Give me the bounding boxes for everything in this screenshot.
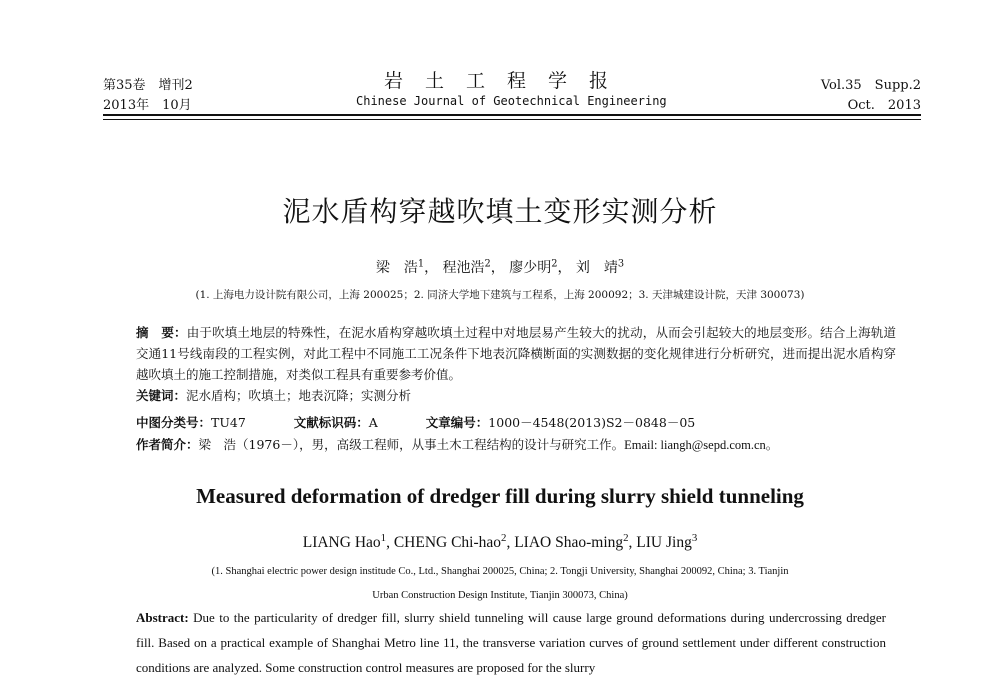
header-rule-thin [103, 119, 921, 120]
abstract-en-block [136, 605, 886, 680]
author-name-cn: 程池浩 [442, 260, 485, 276]
author-name-en: LIANG Hao [302, 534, 381, 552]
clc-value: TU47 [211, 415, 246, 430]
author-affil-ref: 2 [501, 532, 507, 544]
affiliation-en-line: (1. Shanghai electric power design institude Co., Ltd., Shanghai 200025, China; 2. Tongji University, Shanghai 200092, China; 3. Tianjin [211, 566, 789, 577]
date-en: Oct. 2013 [847, 98, 921, 113]
volume-en: Vol.35 Supp.2 [820, 78, 921, 93]
journal-name-cn: 岩土工程学报 [384, 70, 631, 92]
article-title-cn: 泥水盾构穿越吹填土变形实测分析 [282, 195, 718, 228]
author-name-cn: 刘 靖 [575, 260, 618, 276]
author-bio-label: 作者简介： [136, 437, 199, 452]
author-bio-line [136, 435, 778, 453]
abstract-cn-label: 摘 要： [136, 325, 187, 340]
date-cn: 2013年 10月 [103, 98, 192, 113]
affiliations-cn: (1. 上海电力设计院有限公司，上海 200025；2. 同济大学地下建筑与工程系，上海 200092；3. 天津城建设计院，天津 300073) [195, 289, 805, 301]
affiliations-en [100, 560, 900, 608]
doc-code-label: 文献标识码： [293, 415, 369, 430]
author-name-cn: 梁 浩 [375, 260, 418, 276]
abstract-en-text: Due to the particularity of dredger fill, slurry shield tunneling will cause large ground deformations during undercrossing dredger fill. Based on a practical example of Shanghai Metro line 11, the transverse variation curves of ground settlement under different construction conditions are analyzed. Some construction control measures are proposed for the slurry [136, 610, 887, 675]
author-list-cn: 梁 浩$^1$， 程池浩$^2$， 廖少明$^2$， 刘 靖$^3$ [375, 258, 625, 276]
author-name-en: LIU Jing [636, 534, 692, 552]
author-affil-ref: 1 [417, 258, 425, 270]
classification-line [136, 413, 695, 431]
author-affil-ref: 2 [623, 532, 629, 544]
article-title-en: Measured deformation of dredger fill during slurry shield tunneling [196, 484, 804, 508]
keywords-cn: 泥水盾构；吹填土；地表沉降；实测分析 [186, 388, 412, 403]
author-affil-ref: 3 [691, 532, 698, 544]
author-list-en: LIANG Hao$^1$, CHENG Chi-hao$^2$, LIAO Shao-ming$^2$, LIU Jing$^3$ [302, 532, 698, 552]
affiliation-en-line: Urban Construction Design Institute, Tianjin 300073, China) [372, 590, 628, 601]
author-affil-ref: 3 [617, 258, 625, 270]
journal-header [103, 66, 921, 120]
author-affil-ref: 2 [484, 258, 491, 270]
author-name-en: CHENG Chi-hao [393, 534, 502, 552]
abstract-cn-block [136, 322, 896, 406]
article-no-label: 文章编号： [425, 415, 489, 430]
author-affil-ref: 2 [551, 258, 558, 270]
header-rule-thick [103, 114, 921, 116]
author-name-cn: 廖少明 [509, 260, 552, 276]
clc-label: 中图分类号： [136, 415, 212, 430]
article-no-value: 1000－4548(2013)S2－0848－05 [488, 415, 696, 430]
abstract-cn-text: 由于吹填土地层的特殊性，在泥水盾构穿越吹填土过程中对地层易产生较大的扰动，从而会引起较大的地层变形。结合上海轨道交通11号线南段的工程实例，对此工程中不同施工工况条件下地表沉降横断面的实测数据的变化规律进行分析研究，进而提出泥水盾构穿越吹填土的施工控制措施，对类似工程具有重要参考价值。 [136, 325, 896, 382]
author-email[interactable]: Email: liangh@sepd.com.cn。 [624, 438, 779, 452]
author-bio-text: 梁 浩（1976－），男，高级工程师，从事土木工程结构的设计与研究工作。 [198, 437, 625, 452]
keywords-cn-label: 关键词： [136, 388, 187, 403]
doc-code-value: A [368, 415, 378, 430]
abstract-en-label: Abstract: [136, 610, 189, 625]
author-name-en: LIAO Shao-ming [514, 534, 624, 552]
volume-cn: 第35卷 增刊2 [103, 78, 193, 93]
journal-name-en: Chinese Journal of Geotechnical Engineering [356, 94, 667, 108]
author-affil-ref: 1 [380, 532, 387, 544]
